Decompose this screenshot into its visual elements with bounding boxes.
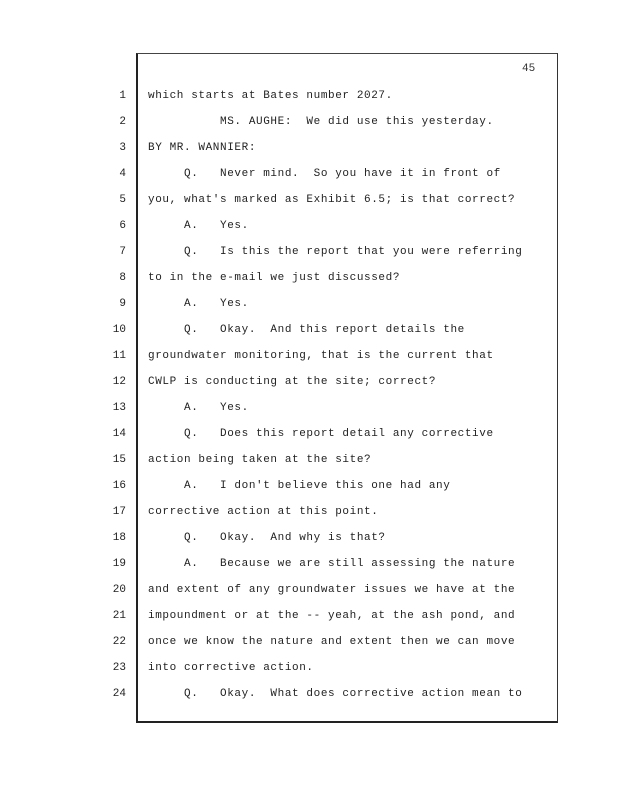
line-text: Q. Okay. And why is that?	[148, 532, 386, 544]
line-text: Q. Does this report detail any corrective	[148, 428, 494, 440]
transcript-line	[0, 662, 619, 688]
line-text: and extent of any groundwater issues we have at the	[148, 584, 516, 596]
transcript-line	[0, 480, 619, 506]
line-text: into corrective action.	[148, 662, 314, 674]
line-number: 22	[112, 636, 126, 648]
line-text: A. Yes.	[148, 402, 249, 414]
line-number: 3	[119, 142, 126, 154]
line-text: corrective action at this point.	[148, 506, 379, 518]
line-number: 1	[119, 90, 126, 102]
transcript-line	[0, 350, 619, 376]
transcript-line	[0, 636, 619, 662]
line-number: 6	[119, 220, 126, 232]
page-number: 45	[522, 63, 536, 75]
line-text: which starts at Bates number 2027.	[148, 90, 393, 102]
line-number: 15	[112, 454, 126, 466]
transcript-line	[0, 584, 619, 610]
transcript-line	[0, 688, 619, 714]
line-text: to in the e-mail we just discussed?	[148, 272, 401, 284]
transcript-line	[0, 168, 619, 194]
line-number: 9	[119, 298, 126, 310]
line-number: 19	[112, 558, 126, 570]
transcript-line	[0, 402, 619, 428]
transcript-line	[0, 376, 619, 402]
transcript-line	[0, 324, 619, 350]
line-number: 24	[112, 688, 126, 700]
line-text: groundwater monitoring, that is the current that	[148, 350, 494, 362]
transcript-line	[0, 220, 619, 246]
line-text: CWLP is conducting at the site; correct?	[148, 376, 437, 388]
transcript-line	[0, 246, 619, 272]
line-number: 18	[112, 532, 126, 544]
transcript-line	[0, 610, 619, 636]
line-text: A. Yes.	[148, 220, 249, 232]
line-text: once we know the nature and extent then we can move	[148, 636, 516, 648]
line-text: Q. Okay. What does corrective action mean to	[148, 688, 523, 700]
line-number: 21	[112, 610, 126, 622]
transcript-line	[0, 506, 619, 532]
line-number: 20	[112, 584, 126, 596]
line-number: 7	[119, 246, 126, 258]
line-text: impoundment or at the -- yeah, at the ash pond, and	[148, 610, 516, 622]
line-text: Q. Is this the report that you were referring	[148, 246, 523, 258]
line-text: MS. AUGHE: We did use this yesterday.	[148, 116, 494, 128]
line-number: 17	[112, 506, 126, 518]
transcript-line	[0, 272, 619, 298]
line-number: 12	[112, 376, 126, 388]
transcript-line	[0, 90, 619, 116]
line-number: 4	[119, 168, 126, 180]
line-number: 14	[112, 428, 126, 440]
transcript-line	[0, 454, 619, 480]
line-number: 23	[112, 662, 126, 674]
transcript-line	[0, 558, 619, 584]
line-number: 2	[119, 116, 126, 128]
line-text: action being taken at the site?	[148, 454, 372, 466]
transcript-line	[0, 194, 619, 220]
line-number: 16	[112, 480, 126, 492]
line-number: 8	[119, 272, 126, 284]
line-text: Q. Okay. And this report details the	[148, 324, 465, 336]
line-number: 13	[112, 402, 126, 414]
line-text: A. Because we are still assessing the nature	[148, 558, 516, 570]
transcript-line	[0, 428, 619, 454]
line-text: BY MR. WANNIER:	[148, 142, 257, 154]
transcript-line	[0, 298, 619, 324]
line-number: 10	[112, 324, 126, 336]
line-text: A. Yes.	[148, 298, 249, 310]
transcript-line	[0, 142, 619, 168]
transcript-line	[0, 532, 619, 558]
line-number: 5	[119, 194, 126, 206]
transcript-line	[0, 116, 619, 142]
line-text: A. I don't believe this one had any	[148, 480, 451, 492]
line-text: Q. Never mind. So you have it in front of	[148, 168, 501, 180]
line-text: you, what's marked as Exhibit 6.5; is that correct?	[148, 194, 516, 206]
line-number: 11	[112, 350, 126, 362]
